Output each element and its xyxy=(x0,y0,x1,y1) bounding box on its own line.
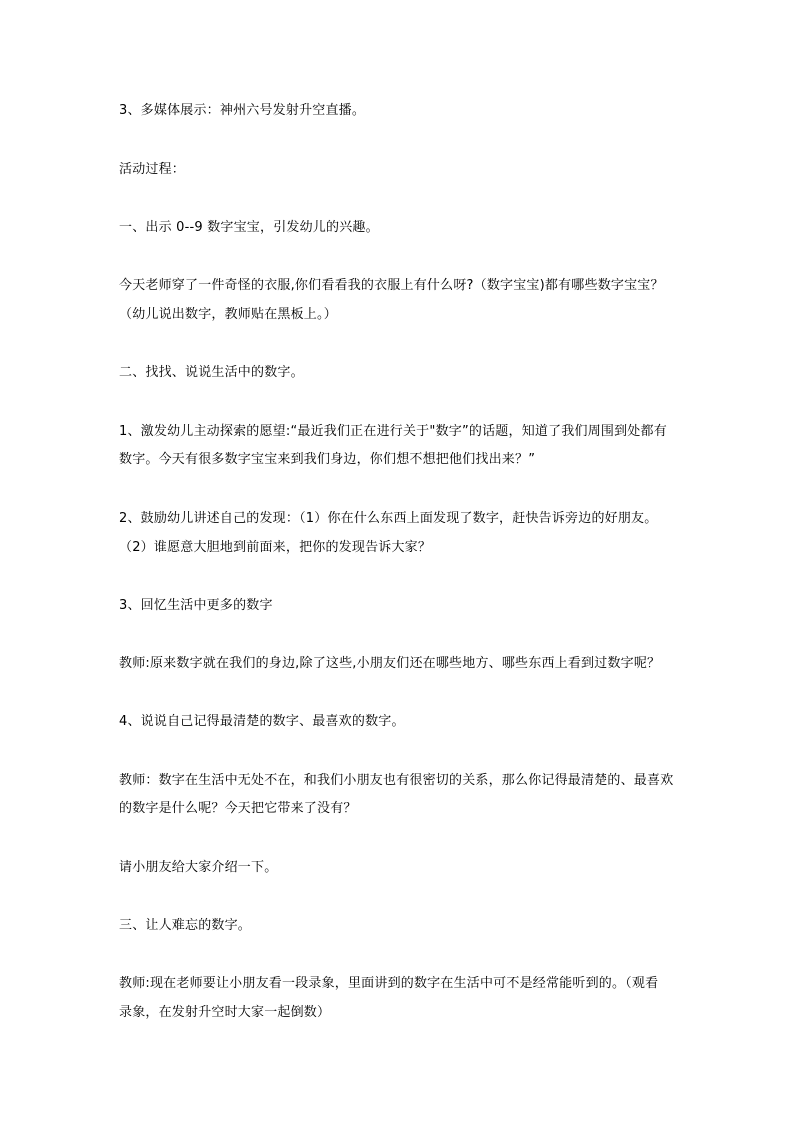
step-2-item-4-closing: 请小朋友给大家介绍一下。 xyxy=(119,860,278,875)
step-2-item-4-teacher-line-1: 教师：数字在生活中无处不在，和我们小朋友也有很密切的关系，那么你记得最清楚的、最喜欢 xyxy=(119,773,674,788)
step-2-item-1-line-1: 1、激发幼儿主动探索的愿望:“最近我们正在进行关于"数字”的话题，知道了我们周围到处都有 xyxy=(119,424,667,439)
section-heading-activity-process: 活动过程： xyxy=(119,162,186,177)
step-3-teacher-line-1: 教师:现在老师要让小朋友看一段录象，里面讲到的数字在生活中可不是经常能听到的。（观看 xyxy=(119,976,659,991)
step-2-item-4-teacher-line-2: 的数字是什么呢？今天把它带来了没有？ xyxy=(119,801,357,816)
step-1-heading: 一、出示 0--9 数字宝宝，引发幼儿的兴趣。 xyxy=(119,220,379,235)
step-3-teacher-line-2: 录象，在发射升空时大家一起倒数） xyxy=(119,1005,331,1020)
step-2-item-2-line-1: 2、鼓励幼儿讲述自己的发现：（1）你在什么东西上面发现了数字，赶快告诉旁边的好朋友。 xyxy=(119,511,658,526)
step-2-item-3: 3、回忆生活中更多的数字 xyxy=(119,598,273,613)
step-2-heading: 二、找找、说说生活中的数字。 xyxy=(119,365,304,380)
step-1-paragraph-line-2: （幼儿说出数字，教师贴在黑板上。） xyxy=(119,307,337,322)
step-2-item-3-teacher: 教师:原来数字就在我们的身边,除了这些,小朋友们还在哪些地方、哪些东西上看到过数字呢？ xyxy=(119,656,661,671)
step-3-heading: 三、让人难忘的数字。 xyxy=(119,918,252,933)
materials-item-3: 3、多媒体展示：神州六号发射升空直播。 xyxy=(119,103,366,118)
step-2-item-2-line-2: （2）谁愿意大胆地到前面来，把你的发现告诉大家？ xyxy=(119,540,432,555)
step-2-item-4: 4、说说自己记得最清楚的数字、最喜欢的数字。 xyxy=(119,714,405,729)
step-1-paragraph-line-1: 今天老师穿了一件奇怪的衣服,你们看看我的衣服上有什么呀?（数字宝宝)都有哪些数字宝宝？ xyxy=(119,278,664,293)
step-2-item-1-line-2: 数字。今天有很多数字宝宝来到我们身边，你们想不想把他们找出来？” xyxy=(119,452,536,467)
